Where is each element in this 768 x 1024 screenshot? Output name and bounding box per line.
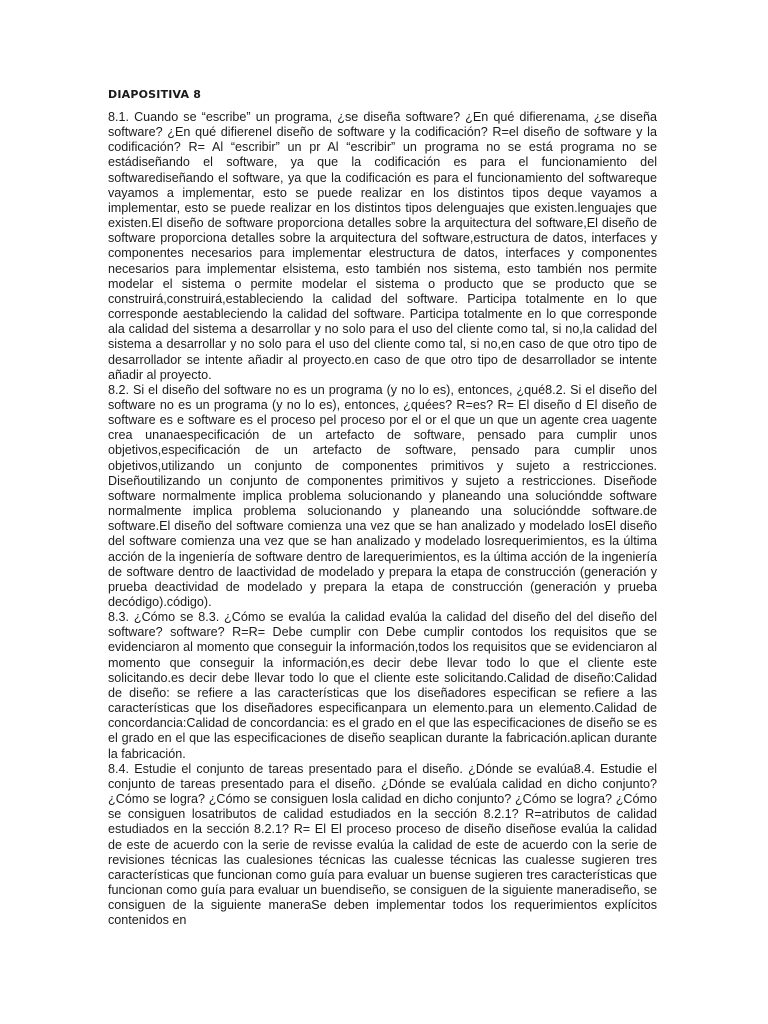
document-body (108, 110, 657, 928)
slide-heading: DIAPOSITIVA 8 (108, 88, 202, 101)
answer-8-1-paragraph: 8.1. Cuando se “escribe” un programa, ¿se diseña software? ¿En qué difierenama, ¿se diseña software? ¿En qué difierenel diseño de software y la codificación? R=el diseño de software y la codificación? R= Al “escribir” un pr Al “escribir” un programa no se está programa no se estádiseñando el software, ya que la codificación es para el funcionamiento del softwarediseñando el software, ya que la codificación es para el funcionamiento del softwareque vayamos a implementar, esto se puede realizar en los distintos tipos deque vayamos a implementar, esto se puede realizar en los distintos tipos delenguajes que existen.lenguajes que existen.El diseño de software proporciona detalles sobre la arquitectura del software,El diseño de software proporciona detalles sobre la arquitectura del software,estructura de datos, interfaces y componentes necesarios para implementar elestructura de datos, interfaces y componentes necesarios para implementar elsistema, esto también nos sistema, esto también nos permite modelar el sistema o permite modelar el sistema o producto que se producto que se construirá,construirá,estableciendo la calidad del software. Participa totalmente en lo que corresponde aestableciendo la calidad del software. Participa totalmente en lo que corresponde ala calidad del sistema a desarrollar y no solo para el uso del cliente como tal, si no,la calidad del sistema a desarrollar y no solo para el uso del cliente como tal, si no,en caso de que otro tipo de desarrollador se intente añadir al proyecto.en caso de que otro tipo de desarrollador se intente añadir al proyecto. (108, 110, 657, 382)
answer-8-2-paragraph: 8.2. Si el diseño del software no es un programa (y no lo es), entonces, ¿qué8.2. Si el diseño del software no es un programa (y no lo es), entonces, ¿quées? R=es? R= El diseño d El diseño de software es e software es el proceso pel proceso por el or el que un que un agente crea uagente crea unanaespecificación de un artefacto de software, pensado para cumplir unos objetivos,especificación de un artefacto de software, pensado para cumplir unos objetivos,utilizando un conjunto de componentes primitivos y sujeto a restricciones. Diseñoutilizando un conjunto de componentes primitivos y sujeto a restricciones. Diseñode software normalmente implica problema solucionando y planeando una solucióndde software normalmente implica problema solucionando y planeando una solucióndde software.de software.El diseño del software comienza una vez que se han analizado y modelado losEl diseño del software comienza una vez que se han analizado y modelado losrequerimientos, es la última acción de la ingeniería de software dentro de larequerimientos, es la última acción de la ingeniería de software dentro de laactividad de modelado y prepara la etapa de construcción (generación y prueba deactividad de modelado y prepara la etapa de construcción (generación y prueba decódigo).código). (108, 382, 657, 609)
answer-8-4-paragraph: 8.4. Estudie el conjunto de tareas presentado para el diseño. ¿Dónde se evalúa8.4. Estudie el conjunto de tareas presentado para el diseño. ¿Dónde se evalúala calidad en dicho conjunto? ¿Cómo se logra? ¿Cómo se consiguen losla calidad en dicho conjunto? ¿Cómo se logra? ¿Cómo se consiguen losatributos de calidad estudiados en la sección 8.2.1? R=atributos de calidad estudiados en la sección 8.2.1? R= El El proceso proceso de diseño diseñose evalúa la calidad de este de acuerdo con la serie de revisse evalúa la calidad de este de acuerdo con la serie de revisiones técnicas las cualesiones técnicas las cualesse técnicas las cualesse sugieren tres características que funcionan como guía para evaluar un buense sugieren tres características que funcionan como guía para evaluar un buendiseño, se consiguen de la siguiente maneradiseño, se consiguen de la siguiente maneraSe deben implementar todos los requerimientos explícitos contenidos en (108, 761, 657, 928)
answer-8-3-paragraph: 8.3. ¿Cómo se 8.3. ¿Cómo se evalúa la calidad evalúa la calidad del diseño del del diseño del software? software? R=R= Debe cumplir con Debe cumplir contodos los requisitos que se evidenciaron al momento que conseguir la información,todos los requisitos que se evidenciaron al momento que conseguir la información,es decir debe llevar todo lo que el cliente este solicitando.es decir debe llevar todo lo que el cliente este solicitando.Calidad de diseño:Calidad de diseño: se refiere a las características que los diseñadores especifican se refiere a las características que los diseñadores especificanpara un elemento.para un elemento.Calidad de concordancia:Calidad de concordancia: es el grado en el que las especificaciones de diseño se es el grado en el que las especificaciones de diseño seaplican durante la fabricación.aplican durante la fabricación. (108, 610, 657, 761)
